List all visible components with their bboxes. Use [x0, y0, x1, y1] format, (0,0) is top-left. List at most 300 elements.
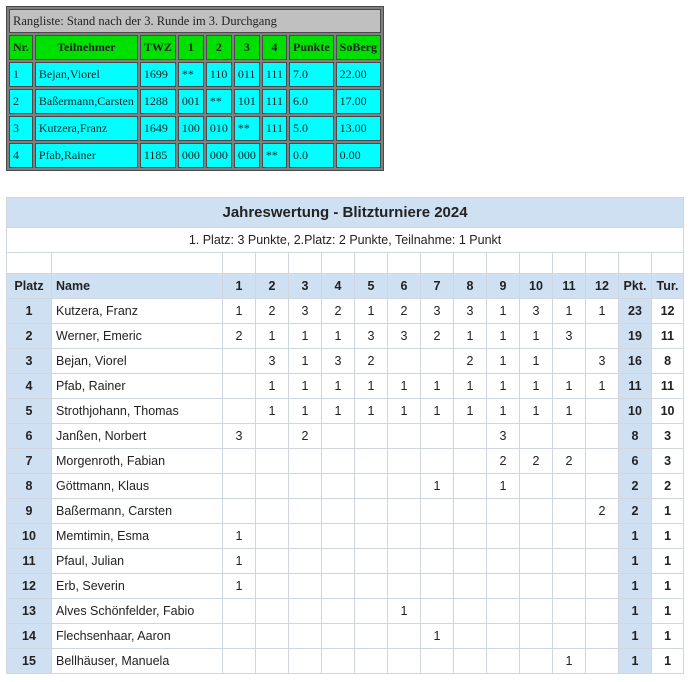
- round-points-cell: 2: [355, 349, 388, 374]
- round-points-cell: 1: [487, 299, 520, 324]
- round-points-cell: [487, 649, 520, 674]
- round-points-cell: [454, 424, 487, 449]
- round-points-cell: 2: [586, 499, 619, 524]
- round-points-cell: [322, 499, 355, 524]
- pkt-cell: 10: [619, 399, 652, 424]
- jahreswertung-header-cell: 8: [454, 274, 487, 299]
- rangliste-cell: 110: [206, 62, 232, 87]
- round-points-cell: [289, 549, 322, 574]
- rangliste-row: [9, 143, 381, 168]
- rangliste-header-cell: 4: [262, 35, 287, 60]
- rangliste-header-row: [9, 35, 381, 60]
- round-points-cell: 1: [421, 399, 454, 424]
- round-points-cell: [520, 524, 553, 549]
- round-points-cell: 1: [454, 324, 487, 349]
- round-points-cell: [223, 599, 256, 624]
- round-points-cell: [322, 449, 355, 474]
- round-points-cell: [487, 549, 520, 574]
- rangliste-caption: Rangliste: Stand nach der 3. Runde im 3. Durchgang: [9, 9, 381, 33]
- table-row: [7, 424, 684, 449]
- platz-cell: 15: [7, 649, 52, 674]
- round-points-cell: [289, 499, 322, 524]
- round-points-cell: 3: [388, 324, 421, 349]
- round-points-cell: [289, 524, 322, 549]
- round-points-cell: [487, 599, 520, 624]
- table-row: [7, 474, 684, 499]
- name-cell: Morgenroth, Fabian: [52, 449, 223, 474]
- round-points-cell: [553, 599, 586, 624]
- round-points-cell: [322, 474, 355, 499]
- rangliste-cell: 2: [9, 89, 33, 114]
- rangliste-row: [9, 62, 381, 87]
- round-points-cell: [355, 474, 388, 499]
- round-points-cell: 3: [487, 424, 520, 449]
- rangliste-cell: Pfab,Rainer: [35, 143, 138, 168]
- round-points-cell: [421, 449, 454, 474]
- round-points-cell: [223, 374, 256, 399]
- platz-cell: 14: [7, 624, 52, 649]
- rangliste-cell: **: [178, 62, 204, 87]
- round-points-cell: 1: [553, 649, 586, 674]
- jahreswertung-table: [6, 197, 684, 674]
- round-points-cell: 1: [256, 399, 289, 424]
- jahreswertung-header-cell: Platz: [7, 274, 52, 299]
- round-points-cell: 3: [553, 324, 586, 349]
- round-points-cell: [454, 449, 487, 474]
- pkt-cell: 1: [619, 649, 652, 674]
- round-points-cell: 1: [223, 524, 256, 549]
- round-points-cell: [322, 424, 355, 449]
- jahreswertung-header-cell: Name: [52, 274, 223, 299]
- round-points-cell: [553, 499, 586, 524]
- name-cell: Kutzera, Franz: [52, 299, 223, 324]
- rangliste-cell: 1: [9, 62, 33, 87]
- platz-cell: 13: [7, 599, 52, 624]
- round-points-cell: 1: [520, 374, 553, 399]
- rangliste-cell: **: [234, 116, 260, 141]
- rangliste-header-cell: TWZ: [140, 35, 176, 60]
- pkt-cell: 2: [619, 474, 652, 499]
- round-points-cell: [289, 599, 322, 624]
- round-points-cell: [388, 424, 421, 449]
- rangliste-cell: 0.0: [289, 143, 334, 168]
- round-points-cell: 3: [454, 299, 487, 324]
- round-points-cell: [586, 524, 619, 549]
- pkt-cell: 11: [619, 374, 652, 399]
- round-points-cell: [553, 424, 586, 449]
- jahreswertung-header-cell: 4: [322, 274, 355, 299]
- table-row: [7, 299, 684, 324]
- round-points-cell: 1: [487, 349, 520, 374]
- jahreswertung-header-cell: Tur.: [652, 274, 684, 299]
- round-points-cell: [322, 549, 355, 574]
- round-points-cell: 1: [553, 299, 586, 324]
- round-points-cell: [520, 574, 553, 599]
- tur-cell: 1: [652, 499, 684, 524]
- tur-cell: 3: [652, 424, 684, 449]
- round-points-cell: [553, 624, 586, 649]
- table-row: [7, 499, 684, 524]
- table-row: [7, 649, 684, 674]
- pkt-cell: 2: [619, 499, 652, 524]
- round-points-cell: 1: [421, 374, 454, 399]
- jahreswertung-header-cell: 1: [223, 274, 256, 299]
- platz-cell: 5: [7, 399, 52, 424]
- round-points-cell: [355, 524, 388, 549]
- rangliste-row: [9, 89, 381, 114]
- rangliste-header-cell: Nr.: [9, 35, 33, 60]
- round-points-cell: [256, 449, 289, 474]
- tur-cell: 8: [652, 349, 684, 374]
- round-points-cell: 1: [388, 374, 421, 399]
- jahreswertung-header-cell: 3: [289, 274, 322, 299]
- round-points-cell: [586, 649, 619, 674]
- round-points-cell: [553, 524, 586, 549]
- round-points-cell: 1: [355, 374, 388, 399]
- rangliste-cell: 101: [234, 89, 260, 114]
- rangliste-cell: 17.00: [336, 89, 381, 114]
- round-points-cell: [355, 649, 388, 674]
- round-points-cell: [256, 474, 289, 499]
- tur-cell: 1: [652, 524, 684, 549]
- round-points-cell: [223, 649, 256, 674]
- table-row: [7, 449, 684, 474]
- round-points-cell: 2: [454, 349, 487, 374]
- round-points-cell: 2: [388, 299, 421, 324]
- round-points-cell: [520, 499, 553, 524]
- round-points-cell: [586, 474, 619, 499]
- pkt-cell: 1: [619, 549, 652, 574]
- pkt-cell: 8: [619, 424, 652, 449]
- rangliste-cell: Baßermann,Carsten: [35, 89, 138, 114]
- round-points-cell: [553, 474, 586, 499]
- spacer-row: [7, 253, 684, 274]
- rangliste-cell: 111: [262, 62, 287, 87]
- round-points-cell: [388, 524, 421, 549]
- round-points-cell: 1: [355, 399, 388, 424]
- jahreswertung-header-cell: 7: [421, 274, 454, 299]
- round-points-cell: [553, 349, 586, 374]
- round-points-cell: 1: [454, 374, 487, 399]
- name-cell: Pfab, Rainer: [52, 374, 223, 399]
- tur-cell: 2: [652, 474, 684, 499]
- round-points-cell: [289, 574, 322, 599]
- round-points-cell: [454, 499, 487, 524]
- round-points-cell: 2: [322, 299, 355, 324]
- tur-cell: 12: [652, 299, 684, 324]
- round-points-cell: [256, 574, 289, 599]
- round-points-cell: [520, 624, 553, 649]
- round-points-cell: [388, 449, 421, 474]
- rangliste-cell: 000: [178, 143, 204, 168]
- round-points-cell: [586, 399, 619, 424]
- round-points-cell: [487, 624, 520, 649]
- round-points-cell: [256, 499, 289, 524]
- round-points-cell: [421, 549, 454, 574]
- round-points-cell: [322, 599, 355, 624]
- round-points-cell: 2: [223, 324, 256, 349]
- round-points-cell: 1: [322, 374, 355, 399]
- round-points-cell: [256, 624, 289, 649]
- table-row: [7, 349, 684, 374]
- table-row: [7, 524, 684, 549]
- rangliste-header-cell: 3: [234, 35, 260, 60]
- name-cell: Janßen, Norbert: [52, 424, 223, 449]
- round-points-cell: 1: [223, 299, 256, 324]
- rangliste-cell: 13.00: [336, 116, 381, 141]
- round-points-cell: [322, 524, 355, 549]
- round-points-cell: [355, 499, 388, 524]
- rangliste-cell: 000: [206, 143, 232, 168]
- tur-cell: 1: [652, 599, 684, 624]
- platz-cell: 7: [7, 449, 52, 474]
- jahreswertung-header-cell: 5: [355, 274, 388, 299]
- round-points-cell: [586, 599, 619, 624]
- rangliste-cell: 111: [262, 89, 287, 114]
- round-points-cell: [256, 649, 289, 674]
- rangliste-cell: 1288: [140, 89, 176, 114]
- name-cell: Bellhäuser, Manuela: [52, 649, 223, 674]
- pkt-cell: 19: [619, 324, 652, 349]
- name-cell: Pfaul, Julian: [52, 549, 223, 574]
- round-points-cell: [586, 449, 619, 474]
- rangliste-cell: 5.0: [289, 116, 334, 141]
- round-points-cell: [289, 474, 322, 499]
- round-points-cell: 3: [355, 324, 388, 349]
- round-points-cell: [355, 624, 388, 649]
- round-points-cell: 1: [487, 324, 520, 349]
- pkt-cell: 16: [619, 349, 652, 374]
- rangliste-cell: 1649: [140, 116, 176, 141]
- rangliste-header-cell: Teilnehmer: [35, 35, 138, 60]
- round-points-cell: 1: [289, 324, 322, 349]
- round-points-cell: [256, 524, 289, 549]
- round-points-cell: [520, 599, 553, 624]
- tur-cell: 1: [652, 649, 684, 674]
- round-points-cell: 3: [520, 299, 553, 324]
- round-points-cell: [421, 599, 454, 624]
- round-points-cell: [487, 574, 520, 599]
- tur-cell: 1: [652, 549, 684, 574]
- round-points-cell: 2: [553, 449, 586, 474]
- rangliste-cell: 4: [9, 143, 33, 168]
- rangliste-cell: 3: [9, 116, 33, 141]
- rangliste-cell: 111: [262, 116, 287, 141]
- name-cell: Flechsenhaar, Aaron: [52, 624, 223, 649]
- round-points-cell: [421, 574, 454, 599]
- round-points-cell: 3: [289, 299, 322, 324]
- table-row: [7, 624, 684, 649]
- round-points-cell: [520, 649, 553, 674]
- round-points-cell: 3: [322, 349, 355, 374]
- round-points-cell: [421, 499, 454, 524]
- round-points-cell: [421, 524, 454, 549]
- platz-cell: 2: [7, 324, 52, 349]
- name-cell: Strothjohann, Thomas: [52, 399, 223, 424]
- tur-cell: 10: [652, 399, 684, 424]
- rangliste-cell: 1699: [140, 62, 176, 87]
- table-row: [7, 599, 684, 624]
- round-points-cell: 1: [454, 399, 487, 424]
- round-points-cell: [355, 574, 388, 599]
- round-points-cell: [454, 549, 487, 574]
- round-points-cell: 1: [322, 399, 355, 424]
- round-points-cell: 1: [256, 374, 289, 399]
- round-points-cell: [553, 574, 586, 599]
- pkt-cell: 1: [619, 574, 652, 599]
- round-points-cell: [454, 574, 487, 599]
- rangliste-cell: 6.0: [289, 89, 334, 114]
- round-points-cell: [355, 599, 388, 624]
- platz-cell: 9: [7, 499, 52, 524]
- round-points-cell: 1: [289, 374, 322, 399]
- round-points-cell: 1: [223, 549, 256, 574]
- round-points-cell: 2: [520, 449, 553, 474]
- round-points-cell: 1: [223, 574, 256, 599]
- platz-cell: 3: [7, 349, 52, 374]
- round-points-cell: [421, 424, 454, 449]
- round-points-cell: 3: [421, 299, 454, 324]
- rangliste-cell: Bejan,Viorel: [35, 62, 138, 87]
- round-points-cell: 1: [355, 299, 388, 324]
- round-points-cell: 1: [487, 474, 520, 499]
- round-points-cell: 1: [520, 349, 553, 374]
- round-points-cell: [520, 549, 553, 574]
- round-points-cell: [223, 499, 256, 524]
- round-points-cell: [553, 549, 586, 574]
- round-points-cell: 1: [487, 399, 520, 424]
- round-points-cell: [520, 424, 553, 449]
- round-points-cell: [355, 549, 388, 574]
- table-row: [7, 549, 684, 574]
- round-points-cell: [586, 574, 619, 599]
- round-points-cell: [322, 624, 355, 649]
- pkt-cell: 23: [619, 299, 652, 324]
- round-points-cell: 1: [421, 624, 454, 649]
- round-points-cell: 2: [487, 449, 520, 474]
- round-points-cell: [454, 649, 487, 674]
- pkt-cell: 1: [619, 624, 652, 649]
- round-points-cell: [256, 424, 289, 449]
- round-points-cell: [586, 424, 619, 449]
- round-points-cell: [223, 474, 256, 499]
- round-points-cell: 3: [256, 349, 289, 374]
- round-points-cell: [388, 349, 421, 374]
- round-points-cell: [322, 649, 355, 674]
- round-points-cell: 1: [388, 599, 421, 624]
- rangliste-header-cell: Punkte: [289, 35, 334, 60]
- round-points-cell: [520, 474, 553, 499]
- tur-cell: 1: [652, 574, 684, 599]
- round-points-cell: [322, 574, 355, 599]
- round-points-cell: 1: [289, 349, 322, 374]
- jahreswertung-subtitle: 1. Platz: 3 Punkte, 2.Platz: 2 Punkte, Teilnahme: 1 Punkt: [7, 228, 684, 253]
- round-points-cell: [256, 549, 289, 574]
- round-points-cell: 1: [388, 399, 421, 424]
- jahreswertung-header-cell: 6: [388, 274, 421, 299]
- round-points-cell: [223, 349, 256, 374]
- round-points-cell: [454, 599, 487, 624]
- round-points-cell: 1: [553, 399, 586, 424]
- rangliste-cell: **: [206, 89, 232, 114]
- round-points-cell: [355, 424, 388, 449]
- name-cell: Göttmann, Klaus: [52, 474, 223, 499]
- round-points-cell: [421, 649, 454, 674]
- round-points-cell: 2: [421, 324, 454, 349]
- table-row: [7, 399, 684, 424]
- tur-cell: 11: [652, 374, 684, 399]
- name-cell: Bejan, Viorel: [52, 349, 223, 374]
- round-points-cell: [223, 449, 256, 474]
- pkt-cell: 6: [619, 449, 652, 474]
- round-points-cell: [256, 599, 289, 624]
- round-points-cell: 1: [586, 374, 619, 399]
- round-points-cell: 1: [520, 324, 553, 349]
- jahreswertung-header-cell: 9: [487, 274, 520, 299]
- round-points-cell: [586, 549, 619, 574]
- table-row: [7, 324, 684, 349]
- platz-cell: 11: [7, 549, 52, 574]
- jahreswertung-header-cell: 10: [520, 274, 553, 299]
- round-points-cell: 1: [586, 299, 619, 324]
- round-points-cell: 3: [223, 424, 256, 449]
- table-row: [7, 374, 684, 399]
- round-points-cell: [586, 624, 619, 649]
- round-points-cell: [388, 574, 421, 599]
- round-points-cell: [355, 449, 388, 474]
- round-points-cell: [487, 499, 520, 524]
- rangliste-cell: 0.00: [336, 143, 381, 168]
- jahreswertung-header-cell: 2: [256, 274, 289, 299]
- round-points-cell: [289, 649, 322, 674]
- jahreswertung-header-row: [7, 274, 684, 299]
- rangliste-cell: 100: [178, 116, 204, 141]
- platz-cell: 1: [7, 299, 52, 324]
- round-points-cell: [223, 624, 256, 649]
- rangliste-header-cell: 2: [206, 35, 232, 60]
- round-points-cell: [388, 624, 421, 649]
- platz-cell: 12: [7, 574, 52, 599]
- tur-cell: 3: [652, 449, 684, 474]
- round-points-cell: 1: [322, 324, 355, 349]
- round-points-cell: [388, 649, 421, 674]
- rangliste-table: [6, 6, 384, 171]
- round-points-cell: 3: [586, 349, 619, 374]
- rangliste-cell: 000: [234, 143, 260, 168]
- rangliste-header-cell: 1: [178, 35, 204, 60]
- platz-cell: 4: [7, 374, 52, 399]
- platz-cell: 6: [7, 424, 52, 449]
- platz-cell: 8: [7, 474, 52, 499]
- rangliste-header-cell: SoBerg: [336, 35, 381, 60]
- tur-cell: 11: [652, 324, 684, 349]
- round-points-cell: 1: [289, 399, 322, 424]
- name-cell: Alves Schönfelder, Fabio: [52, 599, 223, 624]
- round-points-cell: [388, 549, 421, 574]
- round-points-cell: 2: [289, 424, 322, 449]
- round-points-cell: [454, 624, 487, 649]
- round-points-cell: [223, 399, 256, 424]
- name-cell: Baßermann, Carsten: [52, 499, 223, 524]
- round-points-cell: 2: [256, 299, 289, 324]
- rangliste-cell: 011: [234, 62, 260, 87]
- rangliste-cell: 1185: [140, 143, 176, 168]
- round-points-cell: 1: [421, 474, 454, 499]
- name-cell: Memtimin, Esma: [52, 524, 223, 549]
- rangliste-cell: 7.0: [289, 62, 334, 87]
- name-cell: Erb, Severin: [52, 574, 223, 599]
- rangliste-cell: 010: [206, 116, 232, 141]
